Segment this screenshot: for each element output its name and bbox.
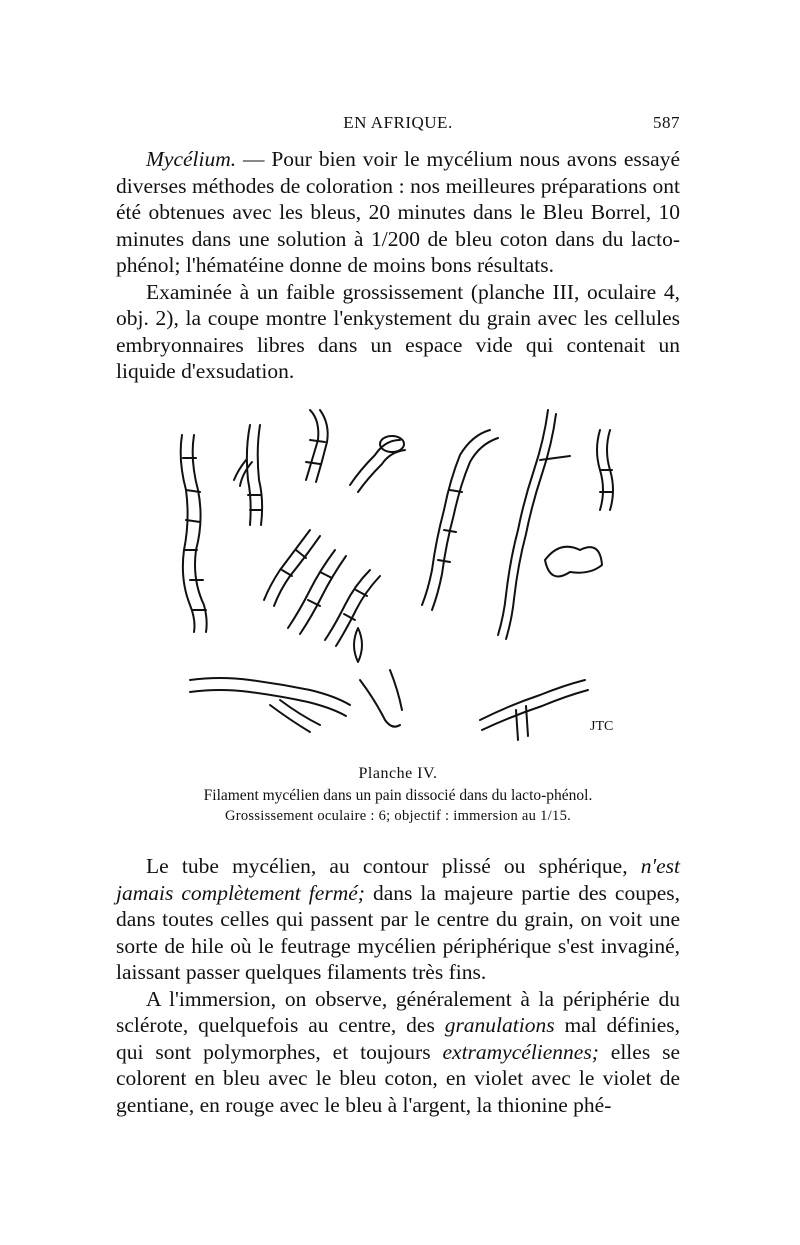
hypha-filament-drawing [422,430,498,610]
plate-illustration [160,400,640,755]
caption-line: Grossissement oculaire : 6; objectif : immersion au 1/15. [224,808,572,824]
hypha-filament-drawing [181,435,207,632]
paragraph-emphasis: granulations [444,1013,555,1037]
paragraph-emphasis: n'est jamais complètement fermé; [116,854,680,905]
paragraph-lead-term: Mycélium. [146,147,237,171]
hypha-filament-drawing [498,410,570,639]
paragraph-body: elles se colorent en bleu avec le bleu coton, en violet avec le violet de gentiane, en rouge avec le bleu à l'argent, la thionine phé- [116,1039,680,1117]
caption-line: Filament mycélien dans un pain dissocié dans du lacto-phénol. [203,787,593,804]
paragraph-immersion [116,986,680,1119]
paragraph-examination [116,279,680,385]
paragraph-body: mal définies, qui sont polymorphes, et toujours [116,1013,680,1064]
paragraph-emphasis: extramycéliennes; [442,1039,599,1064]
plate-label: Planche IV. [358,765,438,782]
hypha-filament-drawing [234,425,262,525]
paragraph-mycelium [116,146,680,279]
paragraph-tube [116,853,680,986]
artist-initials: JTC [590,719,614,734]
hypha-filament-drawing [325,570,380,646]
hypha-filament-drawing [350,436,405,492]
paragraph-body: — Pour bien voir le mycélium nous avons essayé diverses méthodes de coloration : nos meilleures préparations ont été obtenues avec les bleus, 20 minutes dans le Bleu Borrel, 10 minutes dans une solution à 1/200 de bleu coton dans du lacto-phénol; l'hématéine donne de moins bons résultats. [116,147,680,277]
hypha-filament-drawing [306,410,328,482]
running-title: EN AFRIQUE. [343,113,453,132]
page-number: 587 [653,113,680,132]
hypha-filament-drawing [264,530,320,606]
running-head [116,113,680,135]
hypha-filament-drawing [480,680,588,740]
lower-text-block [116,853,680,1118]
paragraph-body: Examinée à un faible grossissement (planche III, oculaire 4, obj. 2), la coupe montre l'enkystement du grain avec les cellules embryonnaires libres dans un espace vide qui contenait un liquide d'exsudation. [116,279,680,383]
vesicle-drawing [545,547,602,577]
paragraph-body: Le tube mycélien, au contour plissé ou sphérique, [146,854,641,878]
spore-drawing [354,628,362,662]
paragraph-body: dans la majeure partie des coupes, dans toutes celles qui passent par le centre du grain, on voit une sorte de hile où le feutrage mycélien périphérique s'est invaginé, laissant passer quelques filaments très fins. [116,880,680,984]
hypha-filament-drawing [190,670,402,732]
paragraph-body: A l'immersion, on observe, généralement à la périphérie du sclérote, quelquefois au centre, des [116,986,680,1037]
hypha-filament-drawing [597,430,613,510]
upper-text-block [116,146,680,385]
